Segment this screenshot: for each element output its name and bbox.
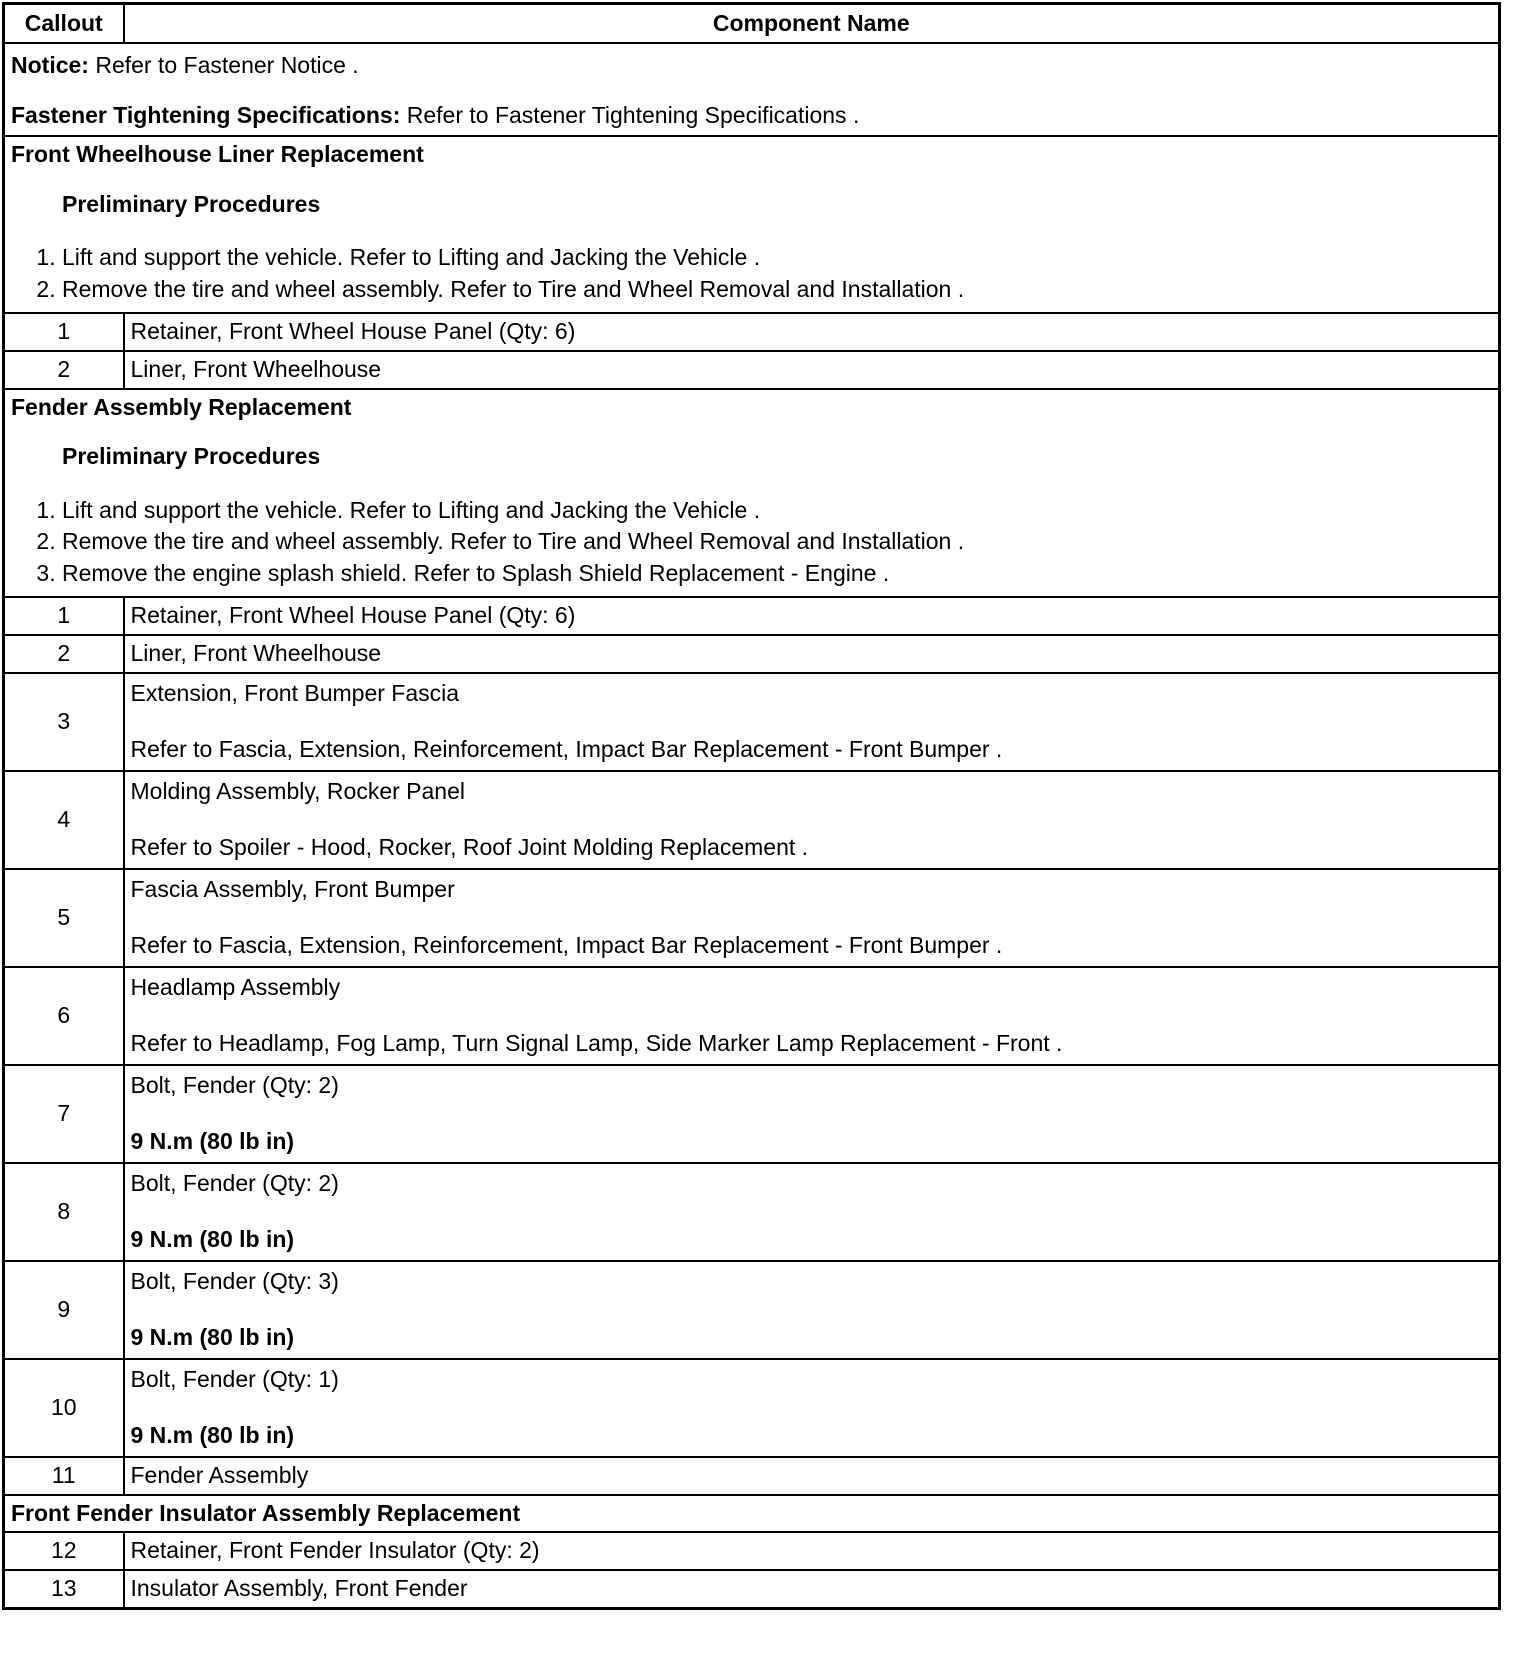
component-name: Bolt, Fender (Qty: 3) (130, 1268, 339, 1295)
table-row (4, 1359, 1500, 1457)
component-reference: Refer to Fascia, Extension, Reinforcement, Impact Bar Replacement - Front Bumper . (130, 932, 1003, 959)
component-cell (124, 597, 1500, 635)
section-title: Front Wheelhouse Liner Replacement (11, 141, 424, 168)
section-header-cell (4, 136, 1500, 312)
component-cell (124, 673, 1500, 771)
callout-number: 2 (4, 635, 124, 673)
table-row (4, 673, 1500, 771)
notice-label: Notice: (11, 52, 89, 78)
table-row (4, 1261, 1500, 1359)
procedure-step: 2. Remove the tire and wheel assembly. Refer to Tire and Wheel Removal and Installation . (62, 528, 1492, 556)
procedure-steps (11, 497, 1492, 588)
table-row (4, 1065, 1500, 1163)
callout-number: 4 (4, 771, 124, 869)
component-cell (124, 967, 1500, 1065)
callout-number: 7 (4, 1065, 124, 1163)
torque-spec: 9 N.m (80 lb in) (130, 1324, 295, 1351)
table-row (4, 597, 1500, 635)
section-header-row (4, 389, 1500, 597)
callout-number: 1 (4, 313, 124, 351)
component-name: Retainer, Front Fender Insulator (Qty: 2) (130, 1537, 540, 1564)
component-name: Molding Assembly, Rocker Panel (130, 778, 465, 805)
preliminary-procedures-heading: Preliminary Procedures (62, 443, 321, 470)
sections-body (4, 136, 1500, 1608)
section-header-cell (4, 389, 1500, 597)
component-name: Bolt, Fender (Qty: 2) (130, 1170, 339, 1197)
component-cell (124, 635, 1500, 673)
component-name: Liner, Front Wheelhouse (130, 639, 382, 666)
column-header-component-name: Component Name (124, 4, 1500, 44)
component-table (2, 2, 1501, 1610)
notice-row (4, 43, 1500, 136)
component-name: Liner, Front Wheelhouse (130, 355, 382, 382)
component-cell (124, 1359, 1500, 1457)
component-name: Retainer, Front Wheel House Panel (Qty: 6) (130, 601, 576, 628)
callout-number: 10 (4, 1359, 124, 1457)
torque-spec: 9 N.m (80 lb in) (130, 1226, 295, 1253)
callout-number: 9 (4, 1261, 124, 1359)
callout-number: 8 (4, 1163, 124, 1261)
component-cell (124, 313, 1500, 351)
procedure-step: 3. Remove the engine splash shield. Refer to Splash Shield Replacement - Engine . (62, 560, 1492, 588)
component-reference: Refer to Headlamp, Fog Lamp, Turn Signal Lamp, Side Marker Lamp Replacement - Front . (130, 1030, 1063, 1057)
table-header-row (4, 4, 1500, 44)
table-row (4, 1570, 1500, 1609)
spec-line (11, 102, 1492, 130)
procedure-step: 1. Lift and support the vehicle. Refer to Lifting and Jacking the Vehicle . (62, 497, 1492, 525)
component-cell (124, 1163, 1500, 1261)
table-row (4, 1163, 1500, 1261)
table-row (4, 635, 1500, 673)
component-cell (124, 351, 1500, 389)
component-cell (124, 1570, 1500, 1609)
procedure-step: 1. Lift and support the vehicle. Refer to Lifting and Jacking the Vehicle . (62, 244, 1492, 272)
component-name: Fascia Assembly, Front Bumper (130, 876, 455, 903)
callout-number: 12 (4, 1532, 124, 1570)
spec-label: Fastener Tightening Specifications: (11, 101, 401, 128)
section-title: Front Fender Insulator Assembly Replacement (11, 1499, 521, 1526)
callout-number: 1 (4, 597, 124, 635)
procedure-step: 2. Remove the tire and wheel assembly. Refer to Tire and Wheel Removal and Installation . (62, 276, 1492, 304)
section-title: Fender Assembly Replacement (11, 393, 352, 420)
torque-spec: 9 N.m (80 lb in) (130, 1422, 295, 1449)
torque-spec: 9 N.m (80 lb in) (130, 1128, 295, 1155)
component-name: Fender Assembly (130, 1461, 309, 1488)
callout-number: 5 (4, 869, 124, 967)
table-row (4, 967, 1500, 1065)
section-header-cell (4, 1495, 1500, 1533)
component-name: Bolt, Fender (Qty: 2) (130, 1072, 339, 1099)
callout-number: 13 (4, 1570, 124, 1609)
table-row (4, 351, 1500, 389)
component-cell (124, 771, 1500, 869)
section-header-row (4, 1495, 1500, 1533)
table-row (4, 1532, 1500, 1570)
component-cell (124, 1065, 1500, 1163)
callout-number: 3 (4, 673, 124, 771)
component-name: Retainer, Front Wheel House Panel (Qty: 6) (130, 317, 576, 344)
component-cell (124, 1261, 1500, 1359)
component-name: Headlamp Assembly (130, 974, 341, 1001)
notice-line (11, 52, 1492, 80)
notice-cell (4, 43, 1500, 136)
component-reference: Refer to Spoiler - Hood, Rocker, Roof Joint Molding Replacement . (130, 834, 809, 861)
component-cell (124, 1457, 1500, 1495)
component-name: Insulator Assembly, Front Fender (130, 1575, 468, 1602)
notice-text: Refer to Fastener Notice . (88, 52, 359, 78)
spec-text: Refer to Fastener Tightening Specifications . (400, 101, 860, 128)
component-name: Extension, Front Bumper Fascia (130, 680, 460, 707)
column-header-callout: Callout (4, 4, 124, 44)
callout-number: 2 (4, 351, 124, 389)
table-row (4, 771, 1500, 869)
table-row (4, 313, 1500, 351)
table-row (4, 1457, 1500, 1495)
procedure-steps (11, 244, 1492, 303)
callout-number: 11 (4, 1457, 124, 1495)
component-cell (124, 869, 1500, 967)
table-row (4, 869, 1500, 967)
section-header-row (4, 136, 1500, 312)
component-reference: Refer to Fascia, Extension, Reinforcement, Impact Bar Replacement - Front Bumper . (130, 736, 1003, 763)
component-cell (124, 1532, 1500, 1570)
component-name: Bolt, Fender (Qty: 1) (130, 1366, 339, 1393)
preliminary-procedures-heading: Preliminary Procedures (62, 190, 321, 217)
callout-number: 6 (4, 967, 124, 1065)
